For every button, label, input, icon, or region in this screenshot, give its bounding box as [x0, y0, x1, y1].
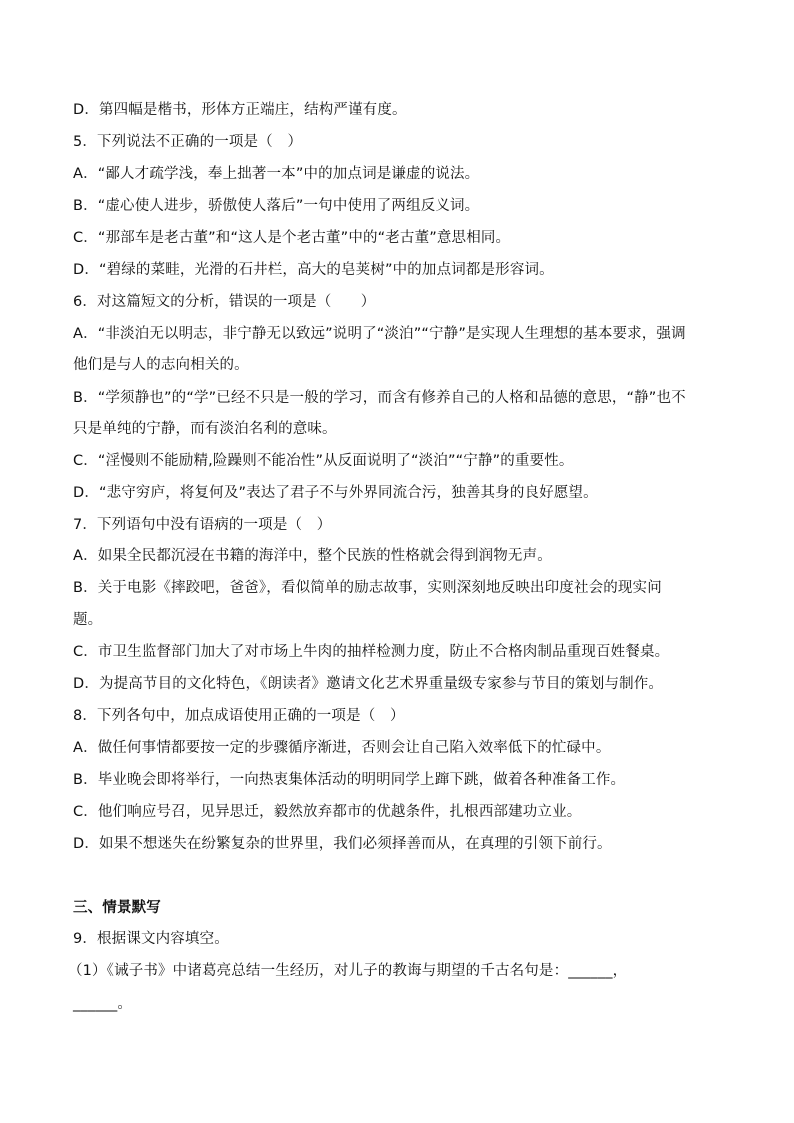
option-5a: A．“鄙人才疏学浅，奉上拙著一本”中的加点词是谦虚的说法。	[73, 166, 480, 182]
question-6: 6．对这篇短文的分析，错误的一项是（ ）	[73, 294, 376, 310]
option-8a: A．做任何事情都要按一定的步骤循序渐进，否则会让自己陷入效率低下的忙碌中。	[73, 740, 611, 756]
question-5: 5．下列说法不正确的一项是（ ）	[73, 134, 303, 150]
option-6a: A．“非淡泊无以明志，非宁静无以致远”说明了“淡泊”“宁静”是实现人生理想的基本要求，强调	[73, 326, 686, 342]
option-6b: B．“学须静也”的“学”已经不只是一般的学习，而含有修养自己的人格和品德的意思，“静”也不	[73, 390, 686, 406]
option-7b-continued: 题。	[73, 612, 103, 628]
option-7c: C．市卫生监督部门加大了对市场上牛肉的抽样检测力度，防止不合格肉制品重现百姓餐桌。	[73, 644, 670, 660]
option-5b: B．“虚心使人进步，骄傲使人落后”一句中使用了两组反义词。	[73, 198, 480, 214]
option-6c: C．“淫慢则不能励精,险躁则不能冶性”从反面说明了“淡泊”“宁静”的重要性。	[73, 453, 574, 469]
option-8b: B．毕业晚会即将举行，一向热衷集体活动的明明同学上蹿下跳，做着各种准备工作。	[73, 772, 626, 788]
question-9: 9．根据课文内容填空。	[73, 931, 229, 947]
option-6d: D．“悲守穷庐，将复何及”表达了君子不与外界同流合污，独善其身的良好愿望。	[73, 485, 598, 501]
option-8d: D．如果不想迷失在纷繁复杂的世界里，我们必须择善而从，在真理的引领下前行。	[73, 836, 612, 852]
option-7b: B．关于电影《摔跤吧，爸爸》，看似简单的励志故事，实则深刻地反映出印度社会的现实问	[73, 580, 662, 596]
option-6a-continued: 他们是与人的志向相关的。	[73, 357, 249, 373]
question-8: 8．下列各句中，加点成语使用正确的一项是（ ）	[73, 708, 405, 724]
option-7a: A．如果全民都沉浸在书籍的海洋中，整个民族的性格就会得到润物无声。	[73, 548, 552, 564]
question-7: 7．下列语句中没有语病的一项是（ ）	[73, 517, 332, 533]
option-8c: C．他们响应号召，见异思迁，毅然放弃都市的优越条件，扎根西部建功立业。	[73, 804, 582, 820]
option-5c: C．“那部车是老古董”和“这人是个老古董”中的“老古董”意思相同。	[73, 230, 511, 246]
section-heading: 三、情景默写	[73, 900, 161, 916]
option-6b-continued: 只是单纯的宁静，而有淡泊名利的意味。	[73, 421, 337, 437]
option-5d: D．“碧绿的菜畦，光滑的石井栏，高大的皂荚树”中的加点词都是形容词。	[73, 262, 554, 278]
question-9-part-1-blank: ______。	[73, 996, 133, 1012]
question-9-part-1: （1）《诫子书》中诸葛亮总结一生经历，对儿子的教诲与期望的千古名句是：______，	[68, 963, 628, 979]
option-7d: D．为提高节目的文化特色，《朗读者》邀请文化艺术界重量级专家参与节目的策划与制作。	[73, 676, 664, 692]
option-4d: D．第四幅是楷书，形体方正端庄，结构严谨有度。	[73, 102, 407, 118]
